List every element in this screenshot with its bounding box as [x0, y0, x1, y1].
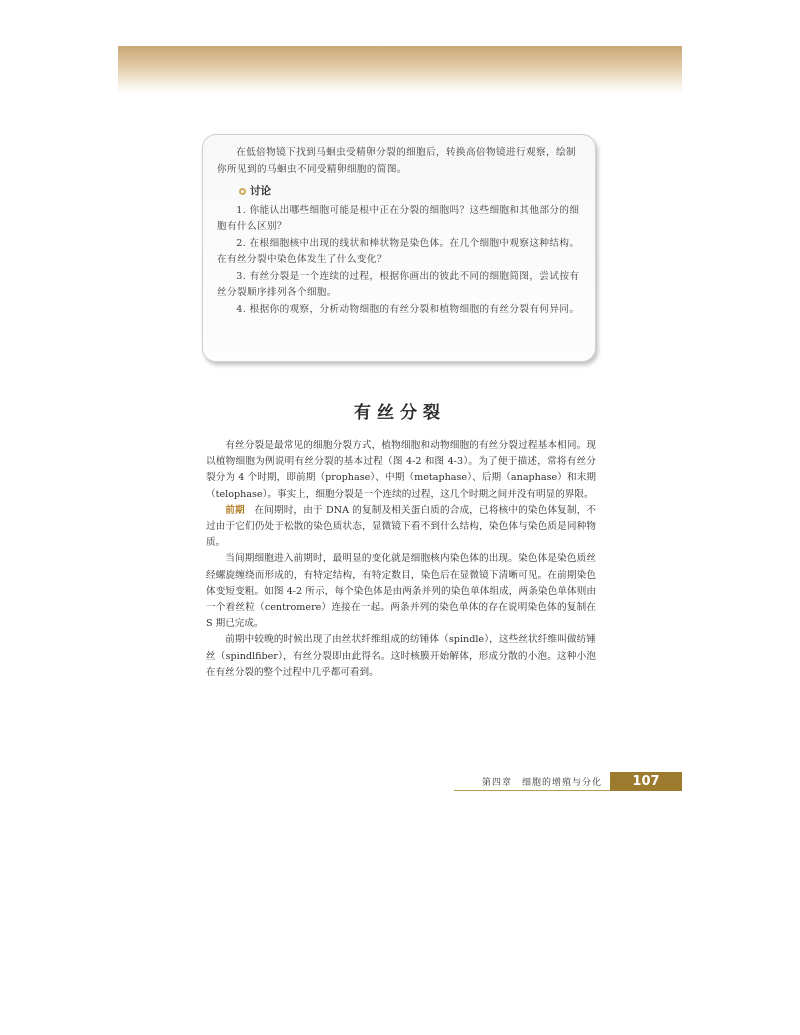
- discussion-heading-label: 讨论: [250, 185, 271, 197]
- paragraph: 当间期细胞进入前期时，最明显的变化就是细胞核内染色体的出现。染色体是染色质丝经螺旋缠绕而形成的，有特定结构，有特定数目，染色后在显微镜下清晰可见。在前期染色体变短变粗。如图 4-2 所示，每个染色体是由两条并列的染色单体组成，两条染色单体则由一个着丝粒（centromere）连接在一起。两条并列的染色单体的存在说明染色体的复制在 S 期已完成。: [206, 553, 596, 630]
- prophase-keyword: 前期: [225, 504, 245, 516]
- page-number: 107: [610, 772, 682, 791]
- discussion-question: 2. 在根细胞核中出现的线状和棒状物是染色体。在几个细胞中观察这种结构。在有丝分裂中染色体发生了什么变化？: [217, 237, 580, 265]
- paragraph: 有丝分裂是最常见的细胞分裂方式，植物细胞和动物细胞的有丝分裂过程基本相同。现以植物细胞为例说明有丝分裂的基本过程（图 4-2 和图 4-3）。为了便于描述，常将有丝分裂分为 4 个时期，即前期（prophase）、中期（metaphase）、后期（anaphase）和末期（telophase）。事实上，细胞分裂是一个连续的过程，这几个时期之间并没有明显的界限。: [206, 440, 596, 500]
- book-page: [118, 46, 682, 806]
- section-title: 有丝分裂: [354, 403, 446, 423]
- activity-intro: 在低倍物镜下找到马蛔虫受精卵分裂的细胞后，转换高倍物镜进行观察，绘制你所见到的马蛔虫不同受精卵细胞的简图。: [217, 147, 576, 175]
- header-band: [118, 46, 682, 94]
- circle-bullet-icon: [239, 188, 246, 195]
- paragraph-text: 在间期时，由于 DNA 的复制及相关蛋白质的合成，已将核中的染色体复制，不过由于它们仍处于松散的染色质状态，显微镜下看不到什么结构，染色体与染色质是同种物质。: [206, 504, 596, 549]
- discussion-heading: [239, 183, 581, 200]
- discussion-question: 3. 有丝分裂是一个连续的过程，根据你画出的彼此不同的细胞简图，尝试按有丝分裂顺序排列各个细胞。: [217, 270, 580, 298]
- paragraph: 前期中较晚的时候出现了由丝状纤维组成的纺锤体（spindle），这些丝状纤维叫做纺锤丝（spindlfiber），有丝分裂即由此得名。这时核膜开始解体，形成分散的小泡。这种小泡在有丝分裂的整个过程中几乎都可看到。: [206, 634, 596, 678]
- page-footer: [454, 772, 682, 791]
- discussion-question: 4. 根据你的观察，分析动物细胞的有丝分裂和植物细胞的有丝分裂有何异同。: [236, 303, 580, 315]
- discussion-question: 1. 你能认出哪些细胞可能是根中正在分裂的细胞吗？这些细胞和其他部分的细胞有什么区别？: [217, 204, 580, 232]
- chapter-label: 第四章 细胞的增殖与分化: [454, 772, 610, 791]
- body-text: [206, 438, 596, 681]
- activity-box: [202, 134, 596, 362]
- paragraph-prophase: [206, 503, 596, 552]
